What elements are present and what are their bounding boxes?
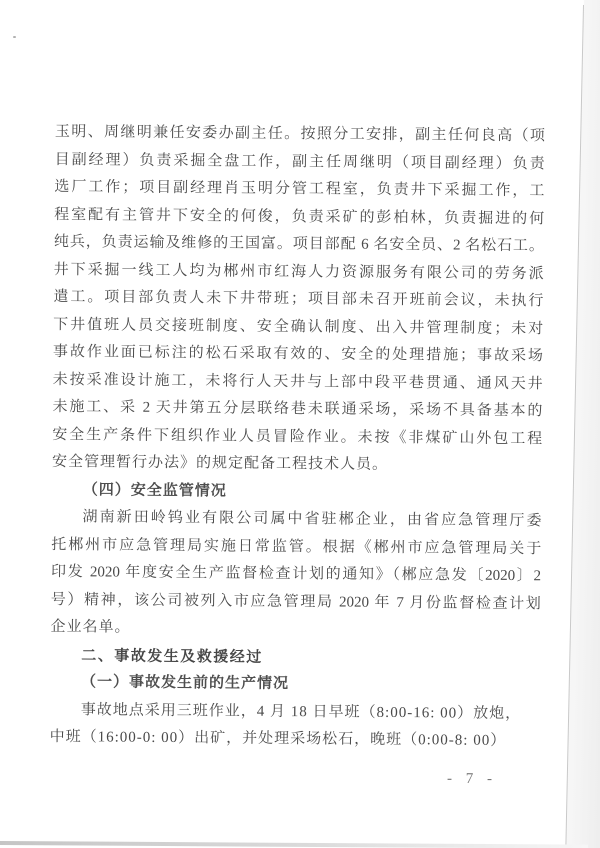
text-line: 中班（16:00-0: 00）出矿，并处理采场松石，晚班（0:00-8: 00）: [49, 728, 507, 749]
text-line: 托郴州市应急管理局实施日常监管。根据《郴州市应急管理局关于: [51, 536, 542, 557]
text-line: 湖南新田岭钨业有限公司属中省驻郴企业，由省应急管理厅委: [82, 509, 542, 530]
text-line: 安全管理暂行办法》的规定配备工程技术人员。: [51, 453, 389, 473]
text-line: 下井值班人员交接班制度、安全确认制度、出入井管理制度；未对: [53, 316, 544, 337]
text-line: 程室配有主管井下安全的何俊，负责采矿的彭柏林，负责掘进的何: [54, 206, 545, 227]
paper-bottom-edge: [0, 841, 588, 848]
text-line: 未按采准设计施工，未将行人天井与上部中段平巷贯通、通风天井: [52, 371, 543, 392]
page-number: - 7 -: [446, 770, 498, 788]
text-line: 目副经理）负责采掘全盘工作，副主任周继明（项目副经理）负责: [54, 151, 545, 172]
scan-background-right: [566, 0, 600, 848]
text-line: 企业名单。: [50, 618, 131, 636]
heading-line: （一）事故发生前的生产情况: [81, 674, 290, 693]
text-line: 印发 2020 年度安全生产监督检查计划的通知》（郴应急发〔2020〕2: [50, 563, 542, 585]
scan-speck: [13, 36, 16, 38]
text-line: 井下采掘一线工人均为郴州市红海人力资源服务有限公司的劳务派: [53, 261, 544, 282]
text-line: 安全生产条件下组织作业人员冒险作业。未按《非煤矿山外包工程: [52, 426, 543, 447]
text-line: 事故地点采用三班作业，4 月 18 日早班（8:00-16: 00）放炮，: [80, 701, 522, 722]
text-line: 未施工、采 2 天井第五分层联络巷未联通采场，采场不具备基本的: [52, 398, 543, 420]
text-line: 遣工。项目部负责人未下井带班；项目部未召开班前会议，未执行: [53, 288, 544, 310]
document-body: [49, 119, 545, 756]
text-line: 事故作业面已标注的松石采取有效的、安全的处理措施；事故采场: [52, 343, 544, 365]
heading-line: （四）安全监管情况: [82, 481, 227, 500]
text-line: 选厂工作；项目副经理肖玉明分管工程室，负责井下采掘工作，工: [54, 178, 545, 200]
text-line: 纯兵，负责运输及维修的王国富。项目部配 6 名安全员、2 名松石工。: [53, 233, 544, 255]
heading-line: 二、事故发生及救援经过: [81, 646, 263, 666]
text-line: 号）精神，该公司被列入市应急管理局 2020 年 7 月份监督检查计划: [50, 591, 541, 612]
text-line: 玉明、周继明兼任安委办副主任。按照分工安排，副主任何良高（项: [54, 123, 545, 145]
